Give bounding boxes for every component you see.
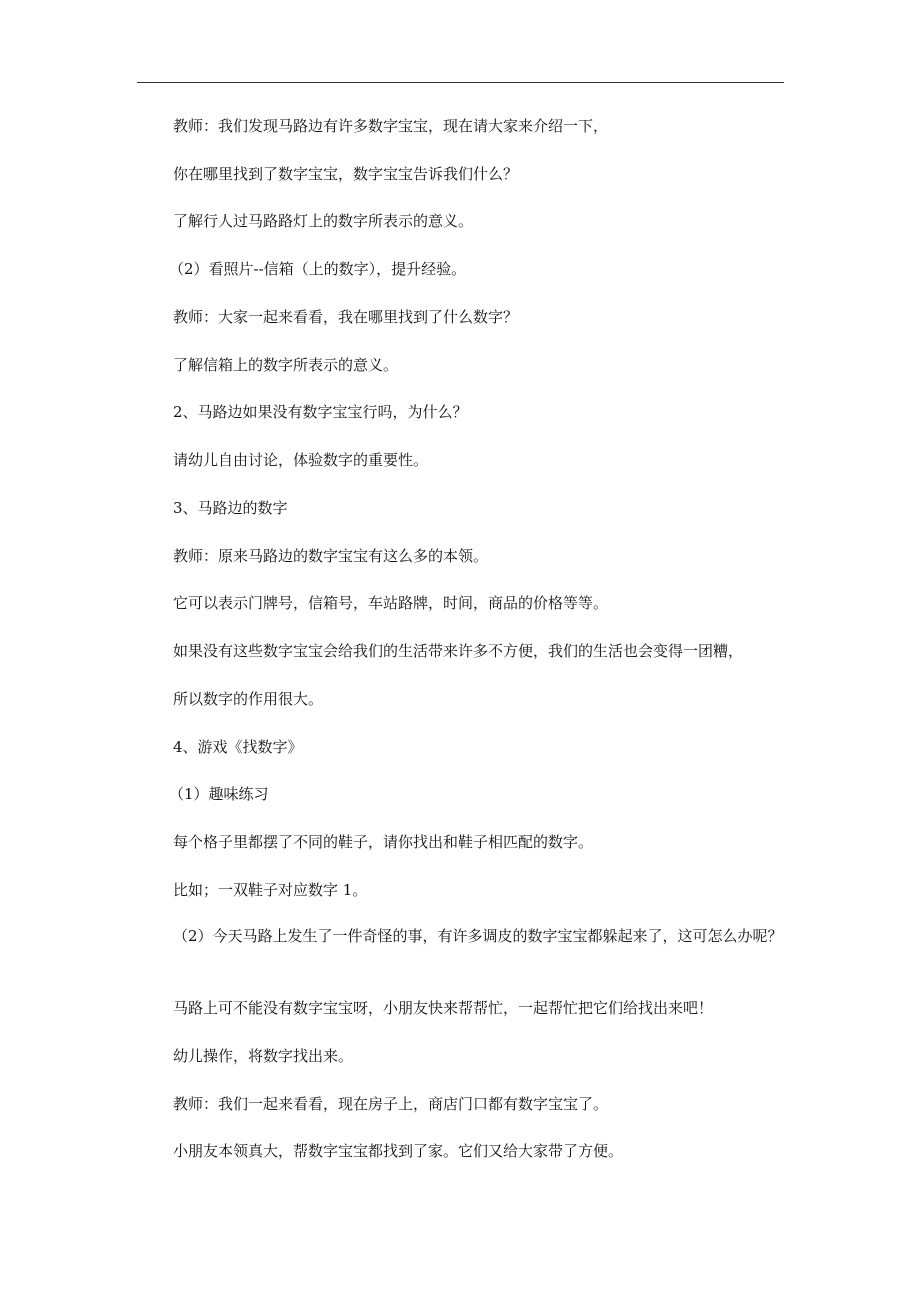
paragraph: 幼儿操作，将数字找出来。 bbox=[173, 1047, 354, 1065]
paragraph: （1）趣味练习 bbox=[169, 785, 269, 803]
section-heading: 4、游戏《找数字》 bbox=[173, 738, 303, 756]
section-heading: 3、马路边的数字 bbox=[173, 499, 288, 517]
paragraph: 教师：我们一起来看看，现在房子上，商店门口都有数字宝宝了。 bbox=[173, 1095, 609, 1113]
paragraph: 请幼儿自由讨论，体验数字的重要性。 bbox=[173, 451, 429, 469]
paragraph: 马路上可不能没有数字宝宝呀，小朋友快来帮帮忙，一起帮忙把它们给找出来吧！ bbox=[173, 999, 714, 1017]
header-rule bbox=[137, 82, 784, 83]
paragraph: 教师：大家一起来看看，我在哪里找到了什么数字？ bbox=[173, 308, 519, 326]
paragraph: 比如；一双鞋子对应数字 1。 bbox=[173, 881, 368, 899]
section-heading: 2、马路边如果没有数字宝宝行吗，为什么？ bbox=[173, 403, 468, 421]
paragraph: 了解行人过马路路灯上的数字所表示的意义。 bbox=[173, 212, 474, 230]
paragraph: （2）今天马路上发生了一件奇怪的事，有许多调皮的数字宝宝都躲起来了，这可怎么办呢？ bbox=[173, 927, 783, 945]
paragraph: 教师：我们发现马路边有许多数字宝宝，现在请大家来介绍一下， bbox=[173, 117, 609, 135]
paragraph: 教师：原来马路边的数字宝宝有这么多的本领。 bbox=[173, 547, 489, 565]
paragraph: 所以数字的作用很大。 bbox=[173, 690, 324, 708]
paragraph: 小朋友本领真大，帮数字宝宝都找到了家。它们又给大家带了方便。 bbox=[173, 1142, 624, 1160]
paragraph: 每个格子里都摆了不同的鞋子，请你找出和鞋子相匹配的数字。 bbox=[173, 833, 594, 851]
paragraph: 你在哪里找到了数字宝宝，数字宝宝告诉我们什么？ bbox=[173, 165, 519, 183]
paragraph: 它可以表示门牌号，信箱号，车站路牌，时间，商品的价格等等。 bbox=[173, 594, 609, 612]
paragraph: 了解信箱上的数字所表示的意义。 bbox=[173, 356, 399, 374]
paragraph: （2）看照片--信箱（上的数字），提升经验。 bbox=[169, 260, 467, 278]
paragraph: 如果没有这些数字宝宝会给我们的生活带来许多不方便，我们的生活也会变得一团糟， bbox=[173, 642, 744, 660]
